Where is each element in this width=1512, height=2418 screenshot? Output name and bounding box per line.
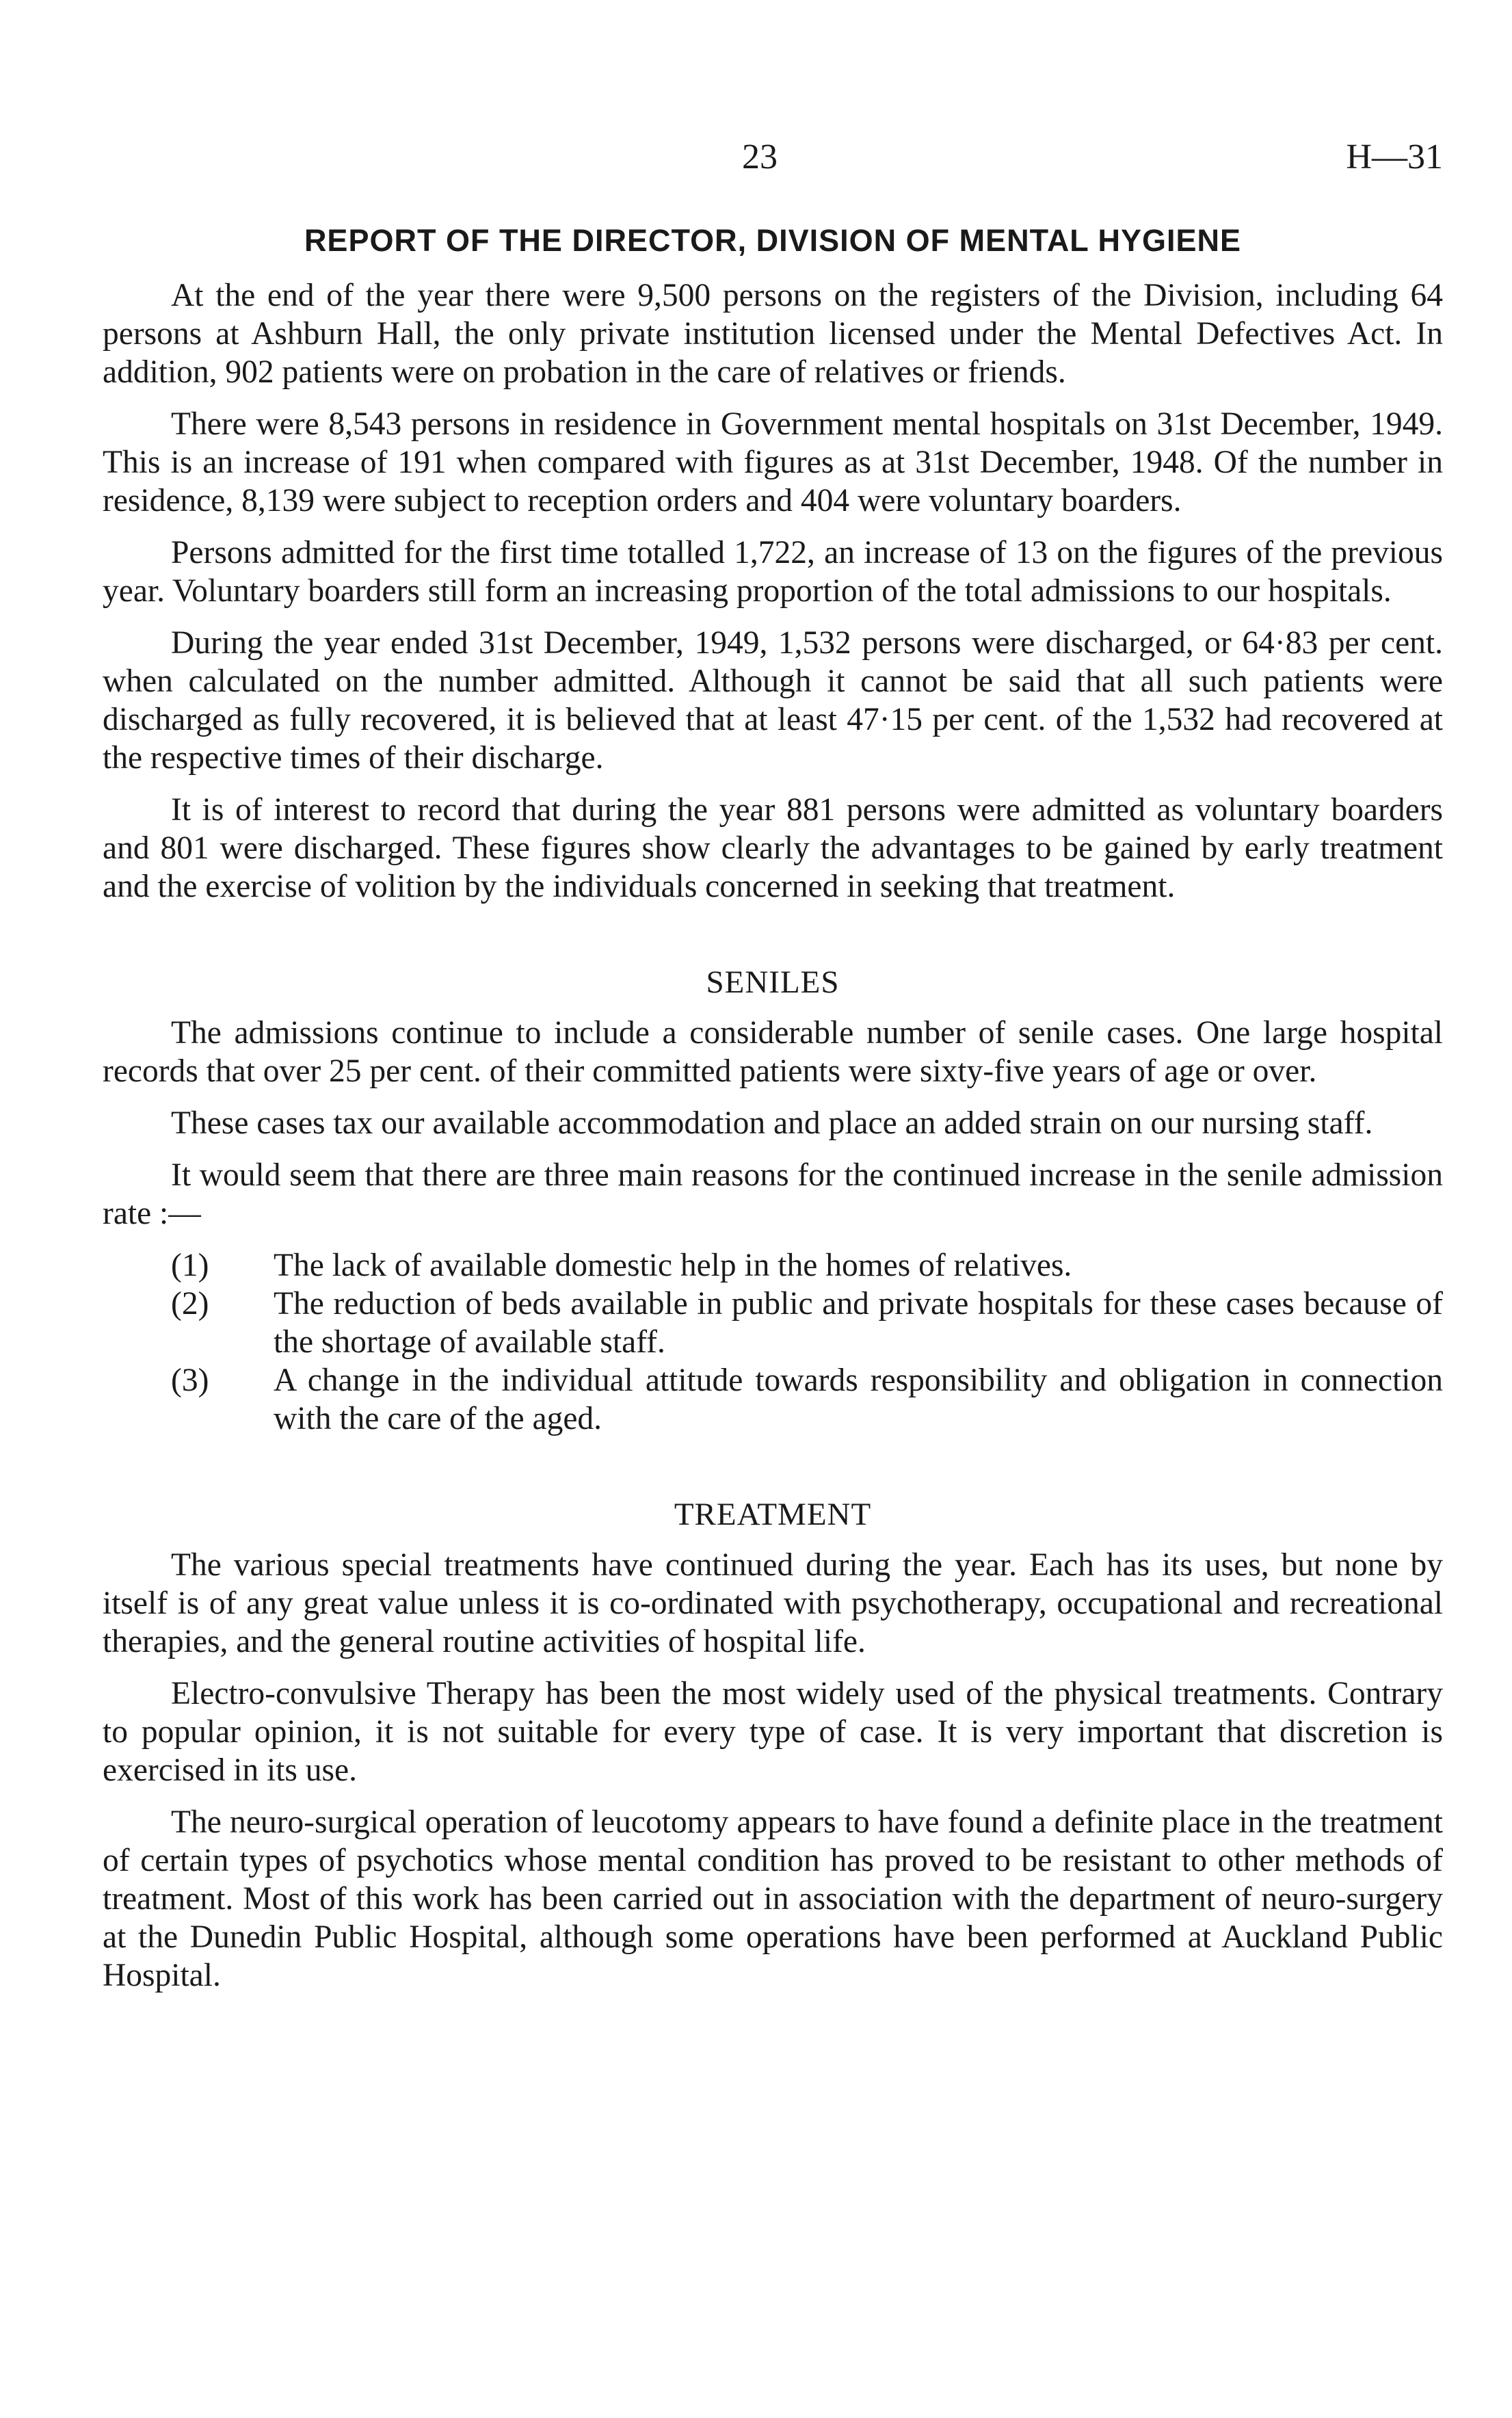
list-item-number: (3) — [171, 1363, 209, 1398]
paragraph: The various special treatments have continued during the year. Each has its uses, but none by itself is of any great value unless it is co-ordinated with psychotherapy, occupational and recreational therapies, and the general routine activities of hospital life. — [103, 1547, 1443, 1659]
list-item-text: The lack of available domestic help in the homes of relatives. — [274, 1248, 1072, 1283]
list-item — [171, 1285, 1443, 1361]
list-item — [171, 1246, 1443, 1285]
treatment-section — [103, 1493, 1443, 1995]
paragraph: At the end of the year there were 9,500 persons on the registers of the Division, including 64 persons at Ashburn Hall, the only private institution licensed under the Mental Defectives Act. In addition, 902 patients were on probation in the care of relatives or friends. — [103, 278, 1443, 390]
list-item-number: (1) — [171, 1248, 209, 1283]
paragraph: The admissions continue to include a considerable number of senile cases. One large hospital records that over 25 per cent. of their committed patients were sixty-five years of age or over. — [103, 1015, 1443, 1089]
paragraph: It is of interest to record that during the year 881 persons were admitted as voluntary boarders and 801 were discharged. These figures show clearly the advantages to be gained by early treatment and the exercise of volition by the individuals concerned in seeking that treatment. — [103, 792, 1443, 904]
paragraph: It would seem that there are three main reasons for the continued increase in the senile admission rate :— — [103, 1157, 1443, 1231]
paragraph: Persons admitted for the first time totalled 1,722, an increase of 13 on the figures of the previous year. Voluntary boarders still form an increasing proportion of the total admissions to our hospitals. — [103, 535, 1443, 609]
page-number: 23 — [742, 137, 778, 176]
paragraph: Electro-convulsive Therapy has been the most widely used of the physical treatments. Contrary to popular opinion, it is not suitable for every type of case. It is very important that discretion is exercised in its use. — [103, 1676, 1443, 1788]
paragraph: The neuro-surgical operation of leucotomy appears to have found a definite place in the treatment of certain types of psychotics whose mental condition has proved to be resistant to other methods of treatment. Most of this work has been carried out in association with the department of neuro-surgery at the Dunedin Public Hospital, although some operations have been performed at Auckland Public Hospital. — [103, 1804, 1443, 1993]
paragraph: There were 8,543 persons in residence in Government mental hospitals on 31st December, 1949. This is an increase of 191 when compared with figures as at 31st December, 1948. Of the number in residence, 8,139 were subject to reception orders and 404 were voluntary boarders. — [103, 406, 1443, 518]
seniles-section — [103, 960, 1443, 1438]
list-item-number: (2) — [171, 1286, 209, 1322]
document-reference: H—31 — [1346, 137, 1443, 176]
section-heading-seniles: SENILES — [706, 964, 840, 1000]
report-section — [103, 219, 1443, 906]
paragraph: These cases tax our available accommodation and place an added strain on our nursing staff. — [171, 1105, 1373, 1141]
paragraph: During the year ended 31st December, 1949, 1,532 persons were discharged, or 64·83 per cent. when calculated on the number admitted. Although it cannot be said that all such patients were discharged as fully recovered, it is believed that at least 47·15 per cent. of the 1,532 had recovered at the respective times of their discharge. — [103, 625, 1443, 776]
list-item-text: The reduction of beds available in public and private hospitals for these cases because of the shortage of available staff. — [274, 1286, 1443, 1360]
page-header — [103, 133, 1443, 181]
list-item — [171, 1361, 1443, 1438]
section-heading-treatment: TREATMENT — [674, 1497, 872, 1532]
list-item-text: A change in the individual attitude towards responsibility and obligation in connection with the care of the aged. — [274, 1363, 1443, 1436]
report-title: REPORT OF THE DIRECTOR, DIVISION OF MENTAL HYGIENE — [304, 223, 1242, 258]
page-content — [103, 219, 1443, 2008]
reasons-list — [103, 1246, 1443, 1438]
